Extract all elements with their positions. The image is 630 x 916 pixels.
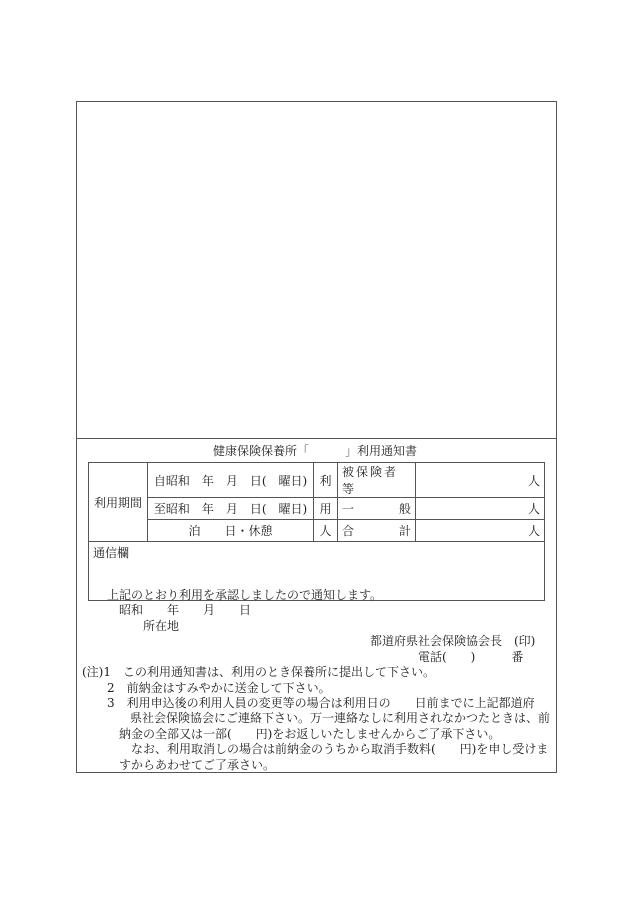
approval-text: 上記のとおり利用を承認しましたので通知します。 xyxy=(107,588,383,602)
insured-count[interactable]: 人 xyxy=(416,463,545,498)
note-3-cont: 納金の全部又は一部( 円)をお返しいたしませんからご了承下さい。 xyxy=(119,727,501,741)
divider xyxy=(76,438,556,439)
note-1: (注)1 この利用通知書は、利用のとき保養所に提出して下さい。 xyxy=(82,665,436,679)
note-3: 3 利用申込後の利用人員の変更等の場合は利用日の 日前までに上記都道府 xyxy=(107,696,535,710)
users-label-3: 人 xyxy=(314,520,338,542)
note-2: 2 前納金はすみやかに送金して下さい。 xyxy=(107,681,331,695)
category-general: 一 般 xyxy=(338,498,416,520)
general-count[interactable]: 人 xyxy=(416,498,545,520)
note-3-cont: すからあわせてご了承さい。 xyxy=(119,758,276,772)
address-label: 所在地 xyxy=(143,619,180,633)
note-3-cont: 県社会保険協会にご連絡下さい。万一連絡なしに利用されなかつたときは、前 xyxy=(130,711,551,725)
users-label-1: 利 xyxy=(314,463,338,498)
category-insured: 被保険者等 xyxy=(338,463,416,498)
period-to[interactable]: 至昭和 年 月 日( 曜日) xyxy=(148,498,314,520)
total-count[interactable]: 人 xyxy=(416,520,545,542)
remarks-label: 通信欄 xyxy=(93,546,130,560)
period-from[interactable]: 自昭和 年 月 日( 曜日) xyxy=(148,463,314,498)
issuer: 都道府県社会保険協会長 (印) xyxy=(370,634,536,648)
users-label-2: 用 xyxy=(314,498,338,520)
phone: 電話( ) 番 xyxy=(418,650,524,664)
period-label: 利用期間 xyxy=(89,463,148,542)
category-total: 合 計 xyxy=(338,520,416,542)
note-3-cont: なお、利用取消しの場合は前納金のうちから取消手数料( 円)を申し受けま xyxy=(131,742,549,756)
usage-table xyxy=(88,462,545,601)
stay-nights[interactable]: 泊 日・休憩 xyxy=(148,520,314,542)
issue-date: 昭和 年 月 日 xyxy=(119,603,252,617)
form-title: 健康保険保養所「 」利用通知書 xyxy=(212,444,417,458)
